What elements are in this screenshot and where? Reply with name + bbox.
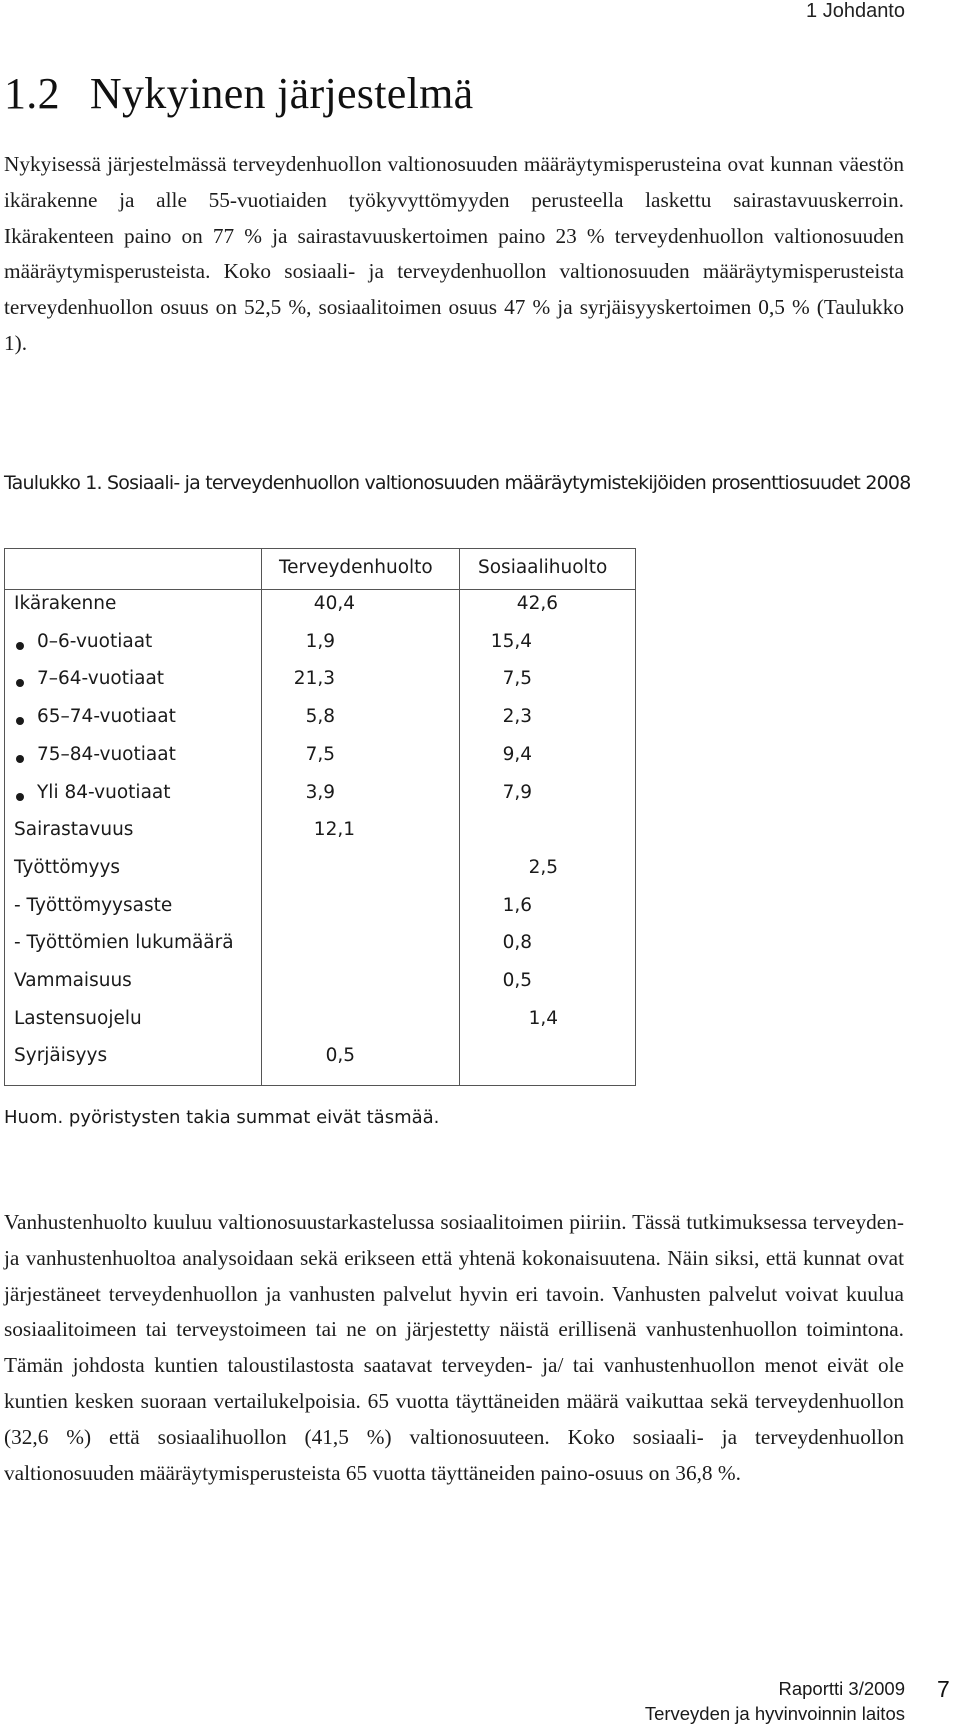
cell-sosiaalihuolto: 15,4 [490, 630, 532, 652]
cell-sosiaalihuolto: 1,4 [528, 1007, 558, 1029]
section-title: Nykyinen järjestelmä [89, 69, 474, 118]
cell-terveydenhuolto: 3,9 [305, 781, 335, 803]
table-note: Huom. pyöristysten takia summat eivät täsmää. [4, 1107, 440, 1128]
table-row [5, 782, 635, 820]
row-label: Lastensuojelu [14, 1007, 142, 1029]
row-label: 7–64-vuotiaat [37, 668, 165, 690]
cell-sosiaalihuolto: 9,4 [502, 743, 532, 765]
bullet-icon [16, 679, 24, 687]
cell-sosiaalihuolto: 2,3 [502, 706, 532, 728]
table-row [5, 593, 635, 631]
table-row [5, 706, 635, 744]
row-label: 0–6-vuotiaat [37, 630, 153, 652]
row-label: - Työttömyysaste [14, 894, 173, 916]
column-header-terveydenhuolto: Terveydenhuolto [279, 557, 433, 578]
page-footer [645, 1676, 905, 1726]
report-number: Raportti 3/2009 [778, 1678, 905, 1699]
cell-terveydenhuolto: 21,3 [293, 668, 335, 690]
cell-sosiaalihuolto: 7,9 [502, 781, 532, 803]
publisher-name: Terveyden ja hyvinvoinnin laitos [644, 1703, 905, 1724]
row-label: 75–84-vuotiaat [37, 743, 176, 765]
row-label: Sairastavuus [14, 819, 134, 841]
cell-sosiaalihuolto: 2,5 [528, 856, 558, 878]
cell-terveydenhuolto: 0,5 [325, 1045, 355, 1067]
table-caption: Taulukko 1. Sosiaali- ja terveydenhuollon valtionosuuden määräytymistekijöiden prosenttiosuudet 2008 [4, 472, 911, 494]
cell-terveydenhuolto: 12,1 [313, 819, 355, 841]
intro-paragraph: Nykyisessä järjestelmässä terveydenhuollon valtionosuuden määräytymisperusteina ovat kunnan väestön ikärakenne ja alle 55-vuotiaiden työkyvyttömyyden perusteella laskettu sairastavuuskerroin. Ikärakenteen paino on 77 % ja sairastavuuskertoimen paino 23 % terveydenhuollon valtionosuuden määräytymisperusteista. Koko sosiaali- ja terveydenhuollon valtionosuuden määräytymisperusteista terveydenhuollon osuus on 52,5 %, sosiaalitoimen osuus 47 % ja syrjäisyyskertoimen 0,5 % (Taulukko 1). [4, 152, 904, 355]
row-label: Syrjäisyys [14, 1045, 108, 1067]
section-heading [4, 68, 473, 119]
table-row [5, 932, 635, 970]
table-row [5, 744, 635, 782]
bullet-icon [16, 717, 24, 725]
cell-sosiaalihuolto: 0,5 [502, 970, 532, 991]
table-row [5, 1008, 635, 1046]
running-header: 1 Johdanto [806, 0, 905, 22]
table-header-divider [5, 589, 635, 590]
cell-terveydenhuolto: 5,8 [305, 706, 335, 728]
row-label: Yli 84-vuotiaat [37, 781, 171, 803]
cell-terveydenhuolto: 40,4 [313, 593, 355, 614]
column-header-sosiaalihuolto: Sosiaalihuolto [478, 557, 608, 578]
cell-sosiaalihuolto: 1,6 [502, 894, 532, 916]
cell-terveydenhuolto: 1,9 [305, 630, 335, 652]
table-row [5, 857, 635, 895]
data-table [4, 548, 636, 1086]
cell-terveydenhuolto: 7,5 [305, 743, 335, 765]
cell-sosiaalihuolto: 0,8 [502, 932, 532, 954]
section-number: 1.2 [4, 69, 60, 118]
page-number: 7 [937, 1676, 950, 1702]
row-label: 65–74-vuotiaat [37, 706, 176, 728]
cell-sosiaalihuolto: 42,6 [516, 593, 558, 614]
bullet-icon [16, 755, 24, 763]
row-label: Ikärakenne [14, 593, 117, 614]
bullet-icon [16, 793, 24, 801]
table-row [5, 895, 635, 933]
row-label: - Työttömien lukumäärä [14, 932, 234, 954]
table-row [5, 970, 635, 1008]
table-row [5, 668, 635, 706]
table-row [5, 819, 635, 857]
body-paragraph: Vanhustenhuolto kuuluu valtionosuustarkastelussa sosiaalitoimen piiriin. Tässä tutkimuksessa terveyden- ja vanhustenhuoltoa analysoidaan sekä erikseen että yhtenä kokonaisuutena. Näin siksi, että kunnat ovat järjestäneet terveydenhuollon ja vanhusten palvelut hyvin eri tavoin. Vanhusten palvelut voivat kuulua sosiaalitoimeen tai terveystoimeen tai ne on järjestetty näistä erillisenä vanhustenhuollon toimintona. Tämän johdosta kuntien taloustilastosta saatavat terveyden- ja/ tai vanhustenhuollon menot eivät ole kuntien kesken suoraan vertailukelpoisia. 65 vuotta täyttäneiden määrä vaikuttaa sekä terveydenhuollon (32,6 %) että sosiaalihuollon (41,5 %) valtionosuuteen. Koko sosiaali- ja terveydenhuollon valtionosuuden määräytymisperusteista 65 vuotta täyttäneiden paino-osuus on 36,8 %. [4, 1210, 904, 1485]
bullet-icon [16, 642, 24, 650]
table-row [5, 631, 635, 669]
table-row [5, 1045, 635, 1083]
row-label: Työttömyys [14, 856, 121, 878]
cell-sosiaalihuolto: 7,5 [502, 668, 532, 690]
row-label: Vammaisuus [14, 970, 132, 991]
